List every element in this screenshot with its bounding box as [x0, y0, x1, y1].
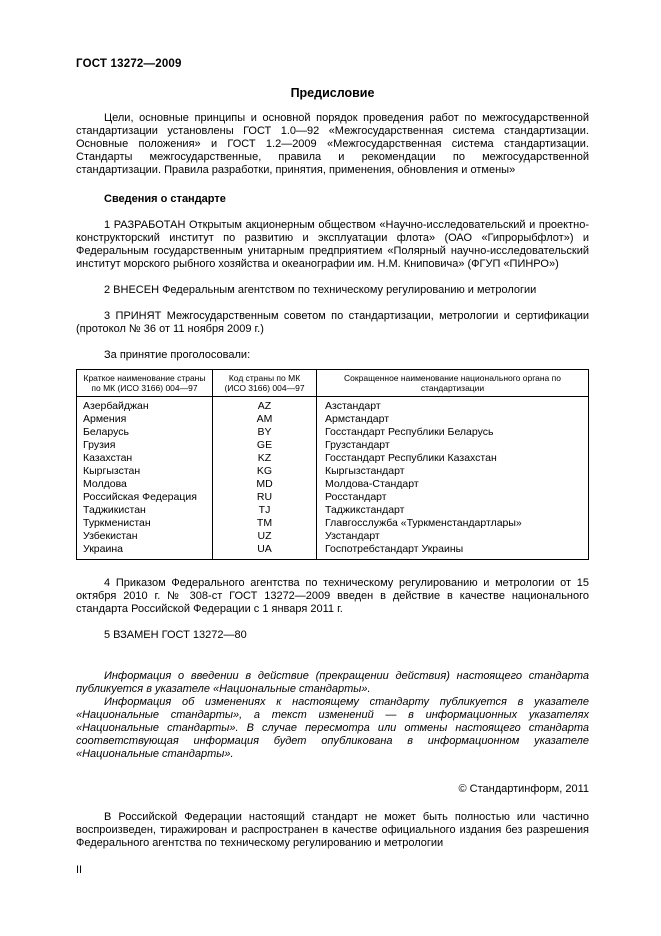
cell-code: AZ — [213, 397, 317, 414]
cell-body: Кыргызстандарт — [317, 465, 589, 478]
table-row — [77, 491, 589, 504]
cell-country: Казахстан — [83, 452, 133, 464]
table-row — [77, 504, 589, 517]
cell-code: AM — [213, 413, 317, 426]
table-row — [77, 426, 589, 439]
foreword-item-2: 2 ВНЕСЕН Федеральным агентством по техническому регулированию и метрологии — [104, 284, 537, 296]
cell-code: KZ — [213, 452, 317, 465]
table-row — [77, 517, 589, 530]
cell-code: BY — [213, 426, 317, 439]
cell-code: UA — [213, 543, 317, 560]
cell-country: Беларусь — [83, 426, 129, 438]
cell-body: Госпотребстандарт Украины — [317, 543, 589, 560]
voting-table — [76, 369, 589, 560]
reproduction-restriction: В Российской Федерации настоящий стандарт не может быть полностью или частично воспроизведен, тиражирован и распространен в качестве официального издания без разрешения Федерального агентства по техническому регулированию и метрологии — [76, 811, 589, 849]
cell-code: GE — [213, 439, 317, 452]
table-row — [77, 452, 589, 465]
cell-body: Армстандарт — [317, 413, 589, 426]
foreword-item-4: 4 Приказом Федерального агентства по техническому регулированию и метрологии от 15 октября 2010 г. № 308-ст ГОСТ 13272—2009 введен в действие в качестве национального стандарта Российской Федерации с 1 января 2011 г. — [76, 577, 589, 615]
cell-body: Таджикстандарт — [317, 504, 589, 517]
cell-country: Украина — [83, 543, 123, 555]
note-enactment: Информация о введении в действие (прекращении действия) настоящего стандарта публикуется в указателе «Национальные стандарты». — [76, 670, 589, 695]
cell-country: Российская Федерация — [83, 491, 197, 503]
table-row — [77, 530, 589, 543]
cell-body: Молдова-Стандарт — [317, 478, 589, 491]
cell-country: Грузия — [83, 439, 116, 451]
cell-code: MD — [213, 478, 317, 491]
cell-country: Молдова — [83, 478, 127, 490]
cell-body: Госстандарт Республики Беларусь — [317, 426, 589, 439]
table-row — [77, 397, 589, 414]
table-row — [77, 439, 589, 452]
column-header-body: Сокращенное наименование национального органа по стандартизации — [317, 370, 589, 397]
doc-number: ГОСТ 13272—2009 — [76, 58, 182, 70]
cell-country: Туркменистан — [83, 517, 151, 529]
cell-country: Узбекистан — [83, 530, 138, 542]
note-changes: Информация об изменениях к настоящему стандарту публикуется в указателе «Национальные стандарты», а текст изменений — в информационных указателях «Национальные стандарты». В случае пересмотра или отмены настоящего стандарта соответствующая информация будет опубликована в информационном указателе «Национальные стандарты». — [76, 696, 589, 760]
foreword-item-3: 3 ПРИНЯТ Межгосударственным советом по стандартизации, метрологии и сертификации (протокол № 36 от 11 ноября 2009 г.) — [76, 310, 589, 335]
cell-body: Госстандарт Республики Казахстан — [317, 452, 589, 465]
cell-body: Грузстандарт — [317, 439, 589, 452]
foreword-item-1: 1 РАЗРАБОТАН Открытым акционерным обществом «Научно-исследовательский и проектно-конструкторский институт по развитию и эксплуатации флота» (ОАО «Гипрорыбфлот») и Федеральным государственным унитарным предприятием «Полярный научно-исследовательский институт морского рыбного хозяйства и океанографии им. Н.М. Книповича» (ФГУП «ПИНРО») — [76, 219, 589, 270]
cell-body: Узстандарт — [317, 530, 589, 543]
cell-country: Кыргызстан — [83, 465, 141, 477]
foreword-intro: Цели, основные принципы и основной порядок проведения работ по межгосударственной стандартизации установлены ГОСТ 1.0—92 «Межгосударственная система стандартизации. Основные положения» и ГОСТ 1.2—2009 «Межгосударственная система стандартизации. Стандарты межгосударственные, правила и рекомендации по межгосударственной стандартизации. Правила разработки, принятия, применения, обновления и отмены» — [76, 112, 589, 176]
standard-info-heading: Сведения о стандарте — [104, 193, 226, 205]
page-title: Предисловие — [290, 86, 375, 100]
cell-code: TJ — [213, 504, 317, 517]
column-header-country: Краткое наименование страны по МК (ИСО 3166) 004—97 — [77, 370, 213, 397]
page-number: II — [76, 864, 83, 876]
foreword-item-5: 5 ВЗАМЕН ГОСТ 13272—80 — [104, 629, 247, 641]
cell-body: Главгосслужба «Туркменстандартлары» — [317, 517, 589, 530]
table-row — [77, 478, 589, 491]
table-row — [77, 465, 589, 478]
cell-country: Азербайджан — [83, 400, 149, 412]
cell-body: Росстандарт — [317, 491, 589, 504]
cell-code: UZ — [213, 530, 317, 543]
cell-country: Таджикистан — [83, 504, 146, 516]
table-row — [77, 543, 589, 560]
column-header-code: Код страны по МК (ИСО 3166) 004—97 — [213, 370, 317, 397]
copyright-line: © Стандартинформ, 2011 — [458, 783, 589, 795]
voting-label: За принятие проголосовали: — [104, 349, 251, 361]
table-row — [77, 413, 589, 426]
cell-country: Армения — [83, 413, 127, 425]
cell-code: TM — [213, 517, 317, 530]
cell-code: RU — [213, 491, 317, 504]
cell-body: Азстандарт — [317, 397, 589, 414]
cell-code: KG — [213, 465, 317, 478]
table-header-row — [77, 370, 589, 397]
